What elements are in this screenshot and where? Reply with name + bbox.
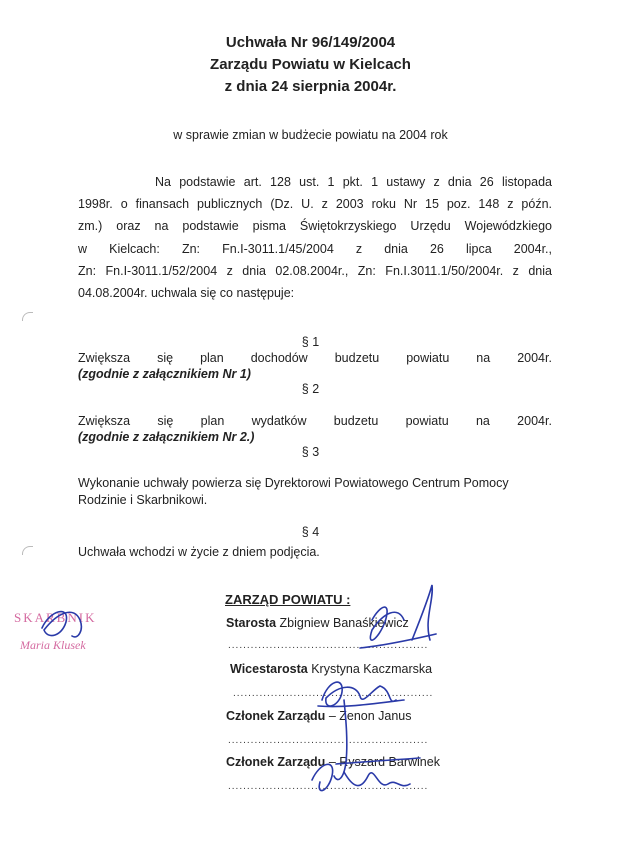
member-role: Członek Zarządu	[226, 755, 326, 769]
resolution-number: Uchwała Nr 96/149/2004	[225, 34, 396, 51]
board-heading: ZARZĄD POWIATU :	[225, 592, 351, 607]
issuing-body: Zarządu Powiatu w Kielcach	[210, 56, 411, 73]
treasurer-stamp-title: SKARBNIK	[14, 610, 97, 625]
word: wydatków	[251, 414, 307, 428]
word: powiatu	[406, 351, 450, 365]
resolution-date: z dnia 24 sierpnia 2004r.	[224, 78, 397, 95]
word: się	[157, 351, 174, 365]
section-3-line: Rodzinie i Skarbnikowi.	[78, 493, 208, 507]
signature-janus	[334, 700, 347, 780]
word: powiatu	[405, 414, 449, 428]
word: 2004r.	[517, 351, 552, 365]
section-3-heading: § 3	[301, 445, 320, 459]
word: 2004r.	[517, 414, 552, 428]
section-1-heading: § 1	[301, 335, 320, 349]
preamble-line: zm.) oraz na podstawie pisma Świętokrzyskiego Urzędu Wojewódzkiego	[78, 219, 552, 234]
member-name: – Ryszard Barwinek	[328, 755, 440, 769]
signature-barwinek	[312, 758, 420, 791]
word: dochodów	[250, 351, 308, 365]
word: Zwiększa	[78, 414, 131, 428]
preamble-line: 04.08.2004r. uchwala się co następuje:	[78, 286, 295, 301]
word: budzetu	[334, 351, 380, 365]
section-2-heading: § 2	[301, 382, 320, 396]
word: Zwiększa	[78, 351, 131, 365]
member-role: Starosta	[226, 616, 277, 630]
member-name: – Zenon Janus	[328, 709, 412, 723]
word: plan	[200, 414, 225, 428]
signature-treasurer	[42, 612, 81, 637]
word: na	[476, 351, 491, 365]
treasurer-stamp-name: Maria Klusek	[20, 638, 86, 652]
signature-line: .....................................................	[228, 735, 429, 746]
signature-starosta	[360, 585, 436, 648]
preamble-line: Zn: Fn.I-3011.1/52/2004 z dnia 02.08.2004r., Zn: Fn.I.3011.1/50/2004r. z dnia	[78, 263, 552, 278]
section-4-heading: § 4	[301, 525, 320, 539]
member-name: Krystyna Kaczmarska	[311, 662, 433, 676]
preamble-line: w Kielcach: Zn: Fn.I-3011.1/45/2004 z dnia 26 lipca 2004r.,	[78, 241, 552, 256]
section-2-attachment-note: (zgodnie z załącznikiem Nr 2.)	[78, 430, 255, 444]
section-1-attachment-note: (zgodnie z załącznikiem Nr 1)	[78, 367, 251, 381]
preamble-line: Na podstawie art. 128 ust. 1 pkt. 1 ustawy z dnia 26 listopada	[155, 175, 552, 189]
signature-wicestarosta	[318, 682, 404, 706]
word: budzetu	[333, 414, 379, 428]
signature-line: .....................................................	[228, 781, 429, 792]
member-role: Wicestarosta	[230, 662, 308, 676]
signature-line: .....................................................	[228, 640, 429, 651]
resolution-subject: w sprawie zmian w budżecie powiatu na 2004 rok	[173, 128, 448, 142]
word: się	[157, 414, 174, 428]
preamble-line: 1998r. o finansach publicznych (Dz. U. z 2003 roku Nr 15 poz. 148 z późn.	[78, 197, 552, 211]
signature-line: .....................................................	[233, 688, 434, 699]
section-4-line: Uchwała wchodzi w życie z dniem podjęcia.	[78, 545, 320, 559]
member-name: Zbigniew Banaśkiewicz	[279, 616, 409, 630]
word: na	[475, 414, 490, 428]
word: plan	[200, 351, 224, 365]
member-role: Członek Zarządu	[226, 709, 326, 723]
section-3-line: Wykonanie uchwały powierza się Dyrektorowi Powiatowego Centrum Pomocy	[78, 476, 509, 490]
